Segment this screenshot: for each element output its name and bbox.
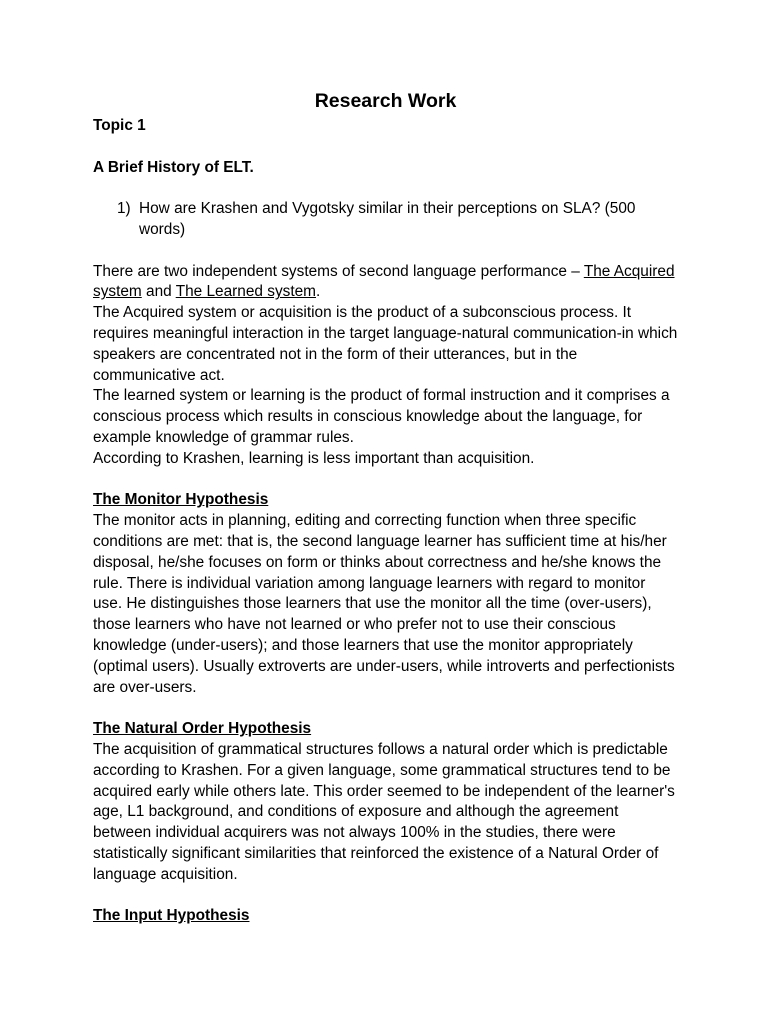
section-body-monitor: The monitor acts in planning, editing and correcting function when three specific conditions are met: that is, the second language learner has sufficient time at his/her disposal, he/she focuses on form or thinks about correctness and he/she knows the rule. There is individual variation among language learners with regard to monitor use. He distinguishes those learners that use the monitor all the time (over-users), those learners who have not learned or who prefer not to use their conscious knowledge (under-users); and those learners that use the monitor appropriately (optimal users). Usually extroverts are under-users, while introverts and perfectionists are over-users. xyxy=(93,512,675,696)
section-heading-monitor: The Monitor Hypothesis xyxy=(93,491,269,509)
question-text: How are Krashen and Vygotsky similar in their perceptions on SLA? (500 words) xyxy=(139,200,636,238)
section-heading-natural-order: The Natural Order Hypothesis xyxy=(93,720,312,738)
intro-end: . xyxy=(316,283,321,301)
document-subtitle: A Brief History of ELT. xyxy=(93,158,254,176)
question-item xyxy=(93,199,678,241)
page-title: Research Work xyxy=(314,90,457,112)
learned-system-paragraph: The learned system or learning is the product of formal instruction and it comprises a conscious process which results in conscious knowledge about the language, for example knowledge of grammar rules. xyxy=(93,387,670,446)
intro-paragraph xyxy=(93,262,678,304)
section-heading-input: The Input Hypothesis xyxy=(93,907,250,925)
acquired-system-term: The Acquired system xyxy=(93,262,675,301)
spacer xyxy=(93,178,678,199)
question-number: 1) xyxy=(117,200,131,218)
document-body xyxy=(93,88,678,927)
spacer xyxy=(93,137,678,158)
intro-lead: There are two independent systems of second language performance – xyxy=(93,262,584,280)
spacer xyxy=(93,470,678,491)
acquired-system-paragraph: The Acquired system or acquisition is the product of a subconscious process. It requires meaningful interaction in the target language-natural communication-in which speakers are concentrated not in the form of their utterances, but in the communicative act. xyxy=(93,304,678,384)
learned-system-term: The Learned system xyxy=(175,283,316,301)
spacer xyxy=(93,885,678,906)
intro-connector: and xyxy=(141,283,176,301)
krashen-summary-paragraph: According to Krashen, learning is less important than acquisition. xyxy=(93,449,535,467)
topic-label: Topic 1 xyxy=(93,117,146,134)
section-body-natural-order: The acquisition of grammatical structures follows a natural order which is predictable according to Krashen. For a given language, some grammatical structures tend to be acquired early while others late. This order seemed to be independent of the learner's age, L1 background, and conditions of exposure and although the agreement between individual acquirers was not always 100% in the studies, there were statistically significant similarities that reinforced the existence of a Natural Order of language acquisition. xyxy=(93,740,675,883)
spacer xyxy=(93,698,678,719)
spacer xyxy=(93,241,678,262)
